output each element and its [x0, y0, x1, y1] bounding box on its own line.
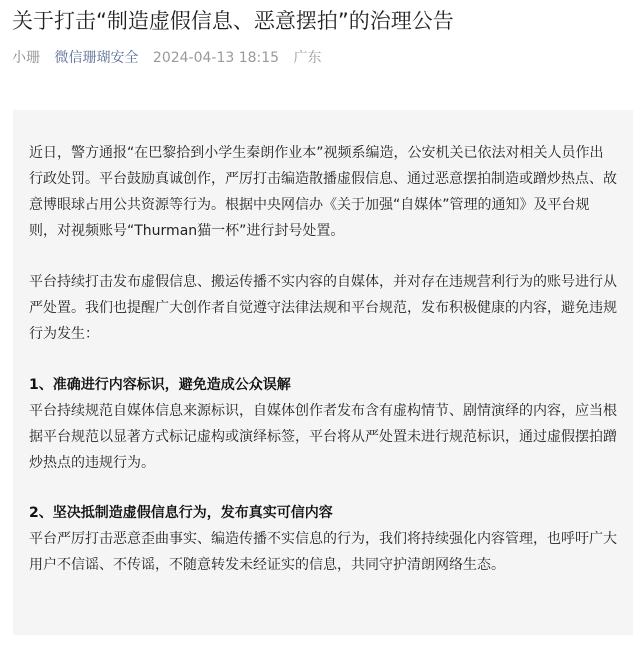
author-name: 小珊 — [12, 50, 40, 66]
notice-box — [13, 110, 633, 635]
publish-time: 2024-04-13 18:15 — [152, 50, 280, 66]
section-1-body: 平台持续规范自媒体信息来源标识，自媒体创作者发布含有虚构情节、剧情演绎的内容，应当根据平台规范以显著方式标记虚构或演绎标签，平台将从严处置未进行规范标识，通过虚假摆拍蹭炒热点的违规行为。 — [29, 403, 617, 471]
section-1-heading: 1、准确进行内容标识，避免造成公众误解 — [29, 377, 291, 393]
section-2-body: 平台严厉打击恶意歪曲事实、编造传播不实信息的行为，我们将持续强化内容管理，也呼吁广大用户不信谣、不传谣，不随意转发未经证实的信息，共同守护清朗网络生态。 — [29, 531, 617, 573]
publish-location: 广东 — [293, 50, 322, 66]
account-link[interactable]: 微信珊瑚安全 — [54, 50, 139, 66]
article-title: 关于打击“制造虚假信息、恶意摆拍”的治理公告 — [12, 9, 454, 33]
notice-paragraph-1: 近日，警方通报“在巴黎拾到小学生秦朗作业本”视频系编造，公安机关已依法对相关人员作出行政处罚。平台鼓励真诚创作，严厉打击编造散播虚假信息、通过恶意摆拍制造或蹭炒热点、故意博眼球占用公共资源等行为。根据中央网信办《关于加强“自媒体”管理的通知》及平台规则，对视频账号“Thurman猫一杯”进行封号处置。 — [29, 145, 617, 239]
section-2-heading: 2、坚决抵制造虚假信息行为，发布真实可信内容 — [29, 505, 333, 521]
article-meta — [12, 48, 632, 68]
notice-paragraph-2: 平台持续打击发布虚假信息、搬运传播不实内容的自媒体，并对存在违规营利行为的账号进行从严处置。我们也提醒广大创作者自觉遵守法律法规和平台规范，发布积极健康的内容，避免违规行为发生： — [29, 274, 617, 342]
